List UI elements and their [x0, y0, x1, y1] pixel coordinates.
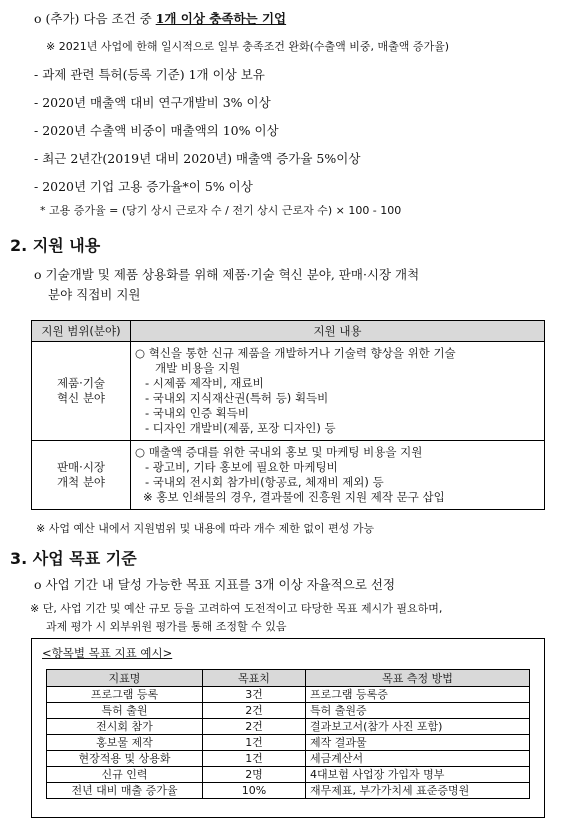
target-value: 1건: [203, 751, 306, 767]
support-category-line: 혁신 분야: [56, 391, 106, 405]
target-header-method: 목표 측정 방법: [306, 670, 530, 687]
target-table-row: [47, 767, 530, 783]
section-3-note-line1: ※ 단, 사업 기간 및 예산 규모 등을 고려하여 도전적이고 타당한 목표 제시가 필요하며,: [30, 602, 443, 615]
target-header-name: 지표명: [47, 670, 203, 687]
criteria-heading-prefix: o (추가) 다음 조건 중: [34, 11, 156, 26]
support-content: [131, 342, 545, 441]
criteria-item: - 2020년 매출액 대비 연구개발비 3% 이상: [34, 95, 271, 110]
target-name: 홍보물 제작: [47, 735, 203, 751]
target-value: 2명: [203, 767, 306, 783]
target-table-header: [47, 670, 530, 687]
support-line: - 국내외 지식재산권(특허 등) 획득비: [145, 391, 329, 405]
target-table-row: [47, 703, 530, 719]
target-table-row: [47, 735, 530, 751]
section-2-note: ※ 사업 예산 내에서 지원범위 및 내용에 따라 개수 제한 없이 편성 가능: [36, 522, 375, 535]
support-line: - 국내외 인증 획득비: [145, 406, 249, 420]
support-line: - 디자인 개발비(제품, 포장 디자인) 등: [145, 421, 336, 435]
target-method: 4대보험 사업장 가입자 명부: [306, 767, 530, 783]
section-3-note-line2: 과제 평가 시 외부위원 평가를 통해 조정할 수 있음: [46, 620, 287, 633]
target-value: 1건: [203, 735, 306, 751]
target-value: 2건: [203, 703, 306, 719]
target-header-value: 목표치: [203, 670, 306, 687]
support-line: - 광고비, 기타 홍보에 필요한 마케팅비: [145, 460, 338, 474]
support-category: [32, 342, 131, 441]
support-category-line: 제품·기술: [56, 376, 106, 390]
target-value: 3건: [203, 687, 306, 703]
section-2-intro-line2: 분야 직접비 지원: [48, 287, 141, 302]
target-name: 특허 출원: [47, 703, 203, 719]
target-value: 10%: [203, 783, 306, 799]
target-name: 프로그램 등록: [47, 687, 203, 703]
target-name: 전시회 참가: [47, 719, 203, 735]
criteria-item: - 과제 관련 특허(등록 기준) 1개 이상 보유: [34, 67, 265, 82]
support-line: ※ 홍보 인쇄물의 경우, 결과물에 진흥원 지원 제작 문구 삽입: [143, 490, 445, 504]
support-category-line: 판매·시장: [56, 460, 106, 474]
criteria-item: - 2020년 수출액 비중이 매출액의 10% 이상: [34, 123, 279, 138]
target-method: 프로그램 등록증: [306, 687, 530, 703]
target-method: 세금계산서: [306, 751, 530, 767]
support-content: [131, 441, 545, 510]
target-examples-title: <항목별 목표 지표 예시>: [42, 646, 173, 660]
target-table-row: [47, 751, 530, 767]
target-table-row: [47, 687, 530, 703]
support-line: - 시제품 제작비, 재료비: [145, 376, 264, 390]
support-header-scope: 지원 범위(분야): [32, 321, 131, 342]
support-table-row: [32, 441, 545, 510]
target-table: [46, 669, 530, 799]
target-name: 신규 인력: [47, 767, 203, 783]
support-category: [32, 441, 131, 510]
support-line: - 국내외 전시회 참가비(항공료, 체재비 제외) 등: [145, 475, 384, 489]
section-2-title: 2. 지원 내용: [10, 236, 101, 255]
criteria-item: - 2020년 기업 고용 증가율*이 5% 이상: [34, 179, 253, 194]
section-3-title: 3. 사업 목표 기준: [10, 549, 137, 568]
criteria-heading-emphasis: 1개 이상 충족하는 기업: [155, 11, 287, 26]
criteria-heading: [34, 10, 286, 28]
target-method: 제작 결과물: [306, 735, 530, 751]
criteria-note-2021: ※ 2021년 사업에 한해 일시적으로 일부 충족조건 완화(수출액 비중, 매출액 증가율): [46, 40, 450, 53]
support-line: 개발 비용을 지원: [155, 361, 241, 375]
support-line: ○ 혁신을 통한 신규 제품을 개발하거나 기술력 향상을 위한 기술: [135, 346, 456, 360]
support-category-line: 개척 분야: [56, 475, 106, 489]
support-table-header: [32, 321, 545, 342]
target-table-row: [47, 783, 530, 799]
criteria-item: - 최근 2년간(2019년 대비 2020년) 매출액 증가율 5%이상: [34, 151, 361, 166]
support-header-content: 지원 내용: [131, 321, 545, 342]
support-line: ○ 매출액 증대를 위한 국내외 홍보 및 마케팅 비용을 지원: [135, 445, 423, 459]
target-method: 결과보고서(참가 사진 포함): [306, 719, 530, 735]
target-value: 2건: [203, 719, 306, 735]
section-2-intro-line1: o 기술개발 및 제품 상용화를 위해 제품·기술 혁신 분야, 판매·시장 개척: [34, 267, 420, 282]
target-table-row: [47, 719, 530, 735]
target-name: 현장적용 및 상용화: [47, 751, 203, 767]
target-examples-box: [31, 638, 545, 818]
support-table: [31, 320, 545, 510]
target-name: 전년 대비 매출 증가율: [47, 783, 203, 799]
target-method: 재무제표, 부가가치세 표준증명원: [306, 783, 530, 799]
support-table-row: [32, 342, 545, 441]
section-3-intro: o 사업 기간 내 달성 가능한 목표 지표를 3개 이상 자율적으로 선정: [34, 577, 396, 592]
target-method: 특허 출원증: [306, 703, 530, 719]
employment-footnote: * 고용 증가율 = (당기 상시 근로자 수 / 전기 상시 근로자 수) × 100 - 100: [40, 204, 402, 217]
